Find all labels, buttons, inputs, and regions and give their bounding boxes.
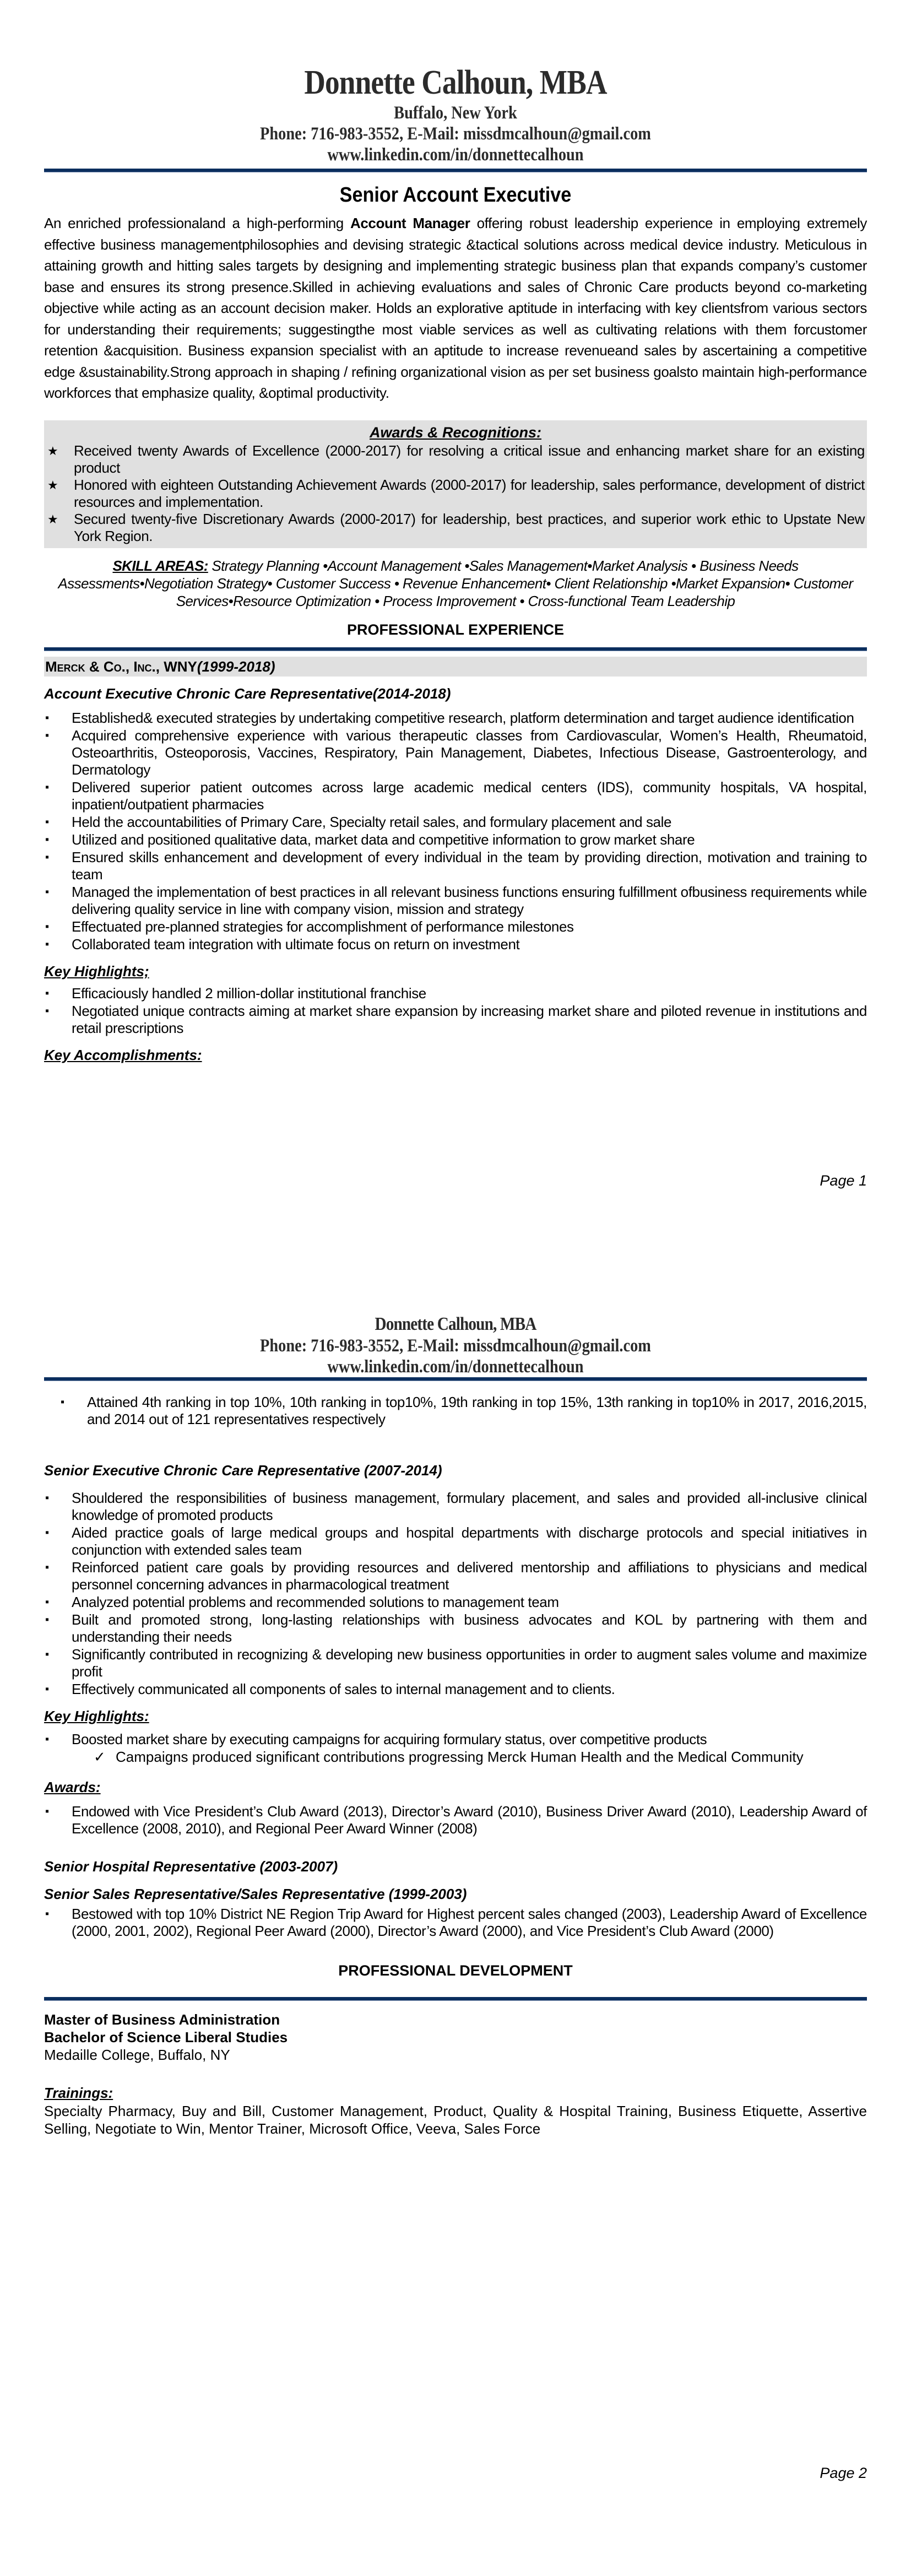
key-accomplishments-list [44, 1394, 867, 1428]
candidate-linkedin[interactable]: www.linkedin.com/in/donnettecalhoun [327, 145, 584, 165]
square-bullet-icon: ▪ [45, 1683, 49, 1695]
role-title: Senior Sales Representative/Sales Representative (1999-2003) [44, 1886, 467, 1902]
summary-bold: Account Manager [350, 215, 470, 231]
square-bullet-icon: ▪ [45, 781, 49, 793]
list-item [44, 727, 867, 778]
square-bullet-icon: ▪ [45, 920, 49, 933]
square-bullet-icon: ▪ [45, 1561, 49, 1573]
award-item [46, 442, 865, 477]
key-highlights-heading: Key Highlights: [44, 1708, 149, 1724]
summary-text-1: An enriched professionaland a high-performing [44, 215, 350, 231]
list-item-text: Campaigns produced significant contributions progressing Merck Human Health and the Medical Community [116, 1749, 804, 1765]
square-bullet-icon: ▪ [45, 711, 49, 724]
list-item [44, 1803, 867, 1837]
list-item-text: Managed the implementation of best practices in all relevant business functions ensuring fulfillment ofbusiness requirements while delivering quality service in line with company vision, mission and strategy [72, 883, 867, 917]
list-item-text: Significantly contributed in recognizing & developing new business opportunities in order to augment sales volume and maximize profit [72, 1646, 867, 1680]
square-bullet-icon: ▪ [45, 987, 49, 999]
skill-areas-list: Strategy Planning •Account Management •Sales Management•Market Analysis • Business Needs Assessments•Negotiation Strategy• Customer Success • Revenue Enhancement• Client Relationship •Market Expansion• Customer Services•Resource Optimization • Process Improvement • Cross-functional Team Leadership [58, 557, 853, 609]
section-divider [44, 647, 867, 651]
candidate-linkedin[interactable]: www.linkedin.com/in/donnettecalhoun [327, 1357, 584, 1377]
candidate-contact: Phone: 716-983-3552, E-Mail: missdmcalhoun@gmail.com [260, 1336, 651, 1356]
summary-paragraph [44, 213, 867, 404]
list-item-text: Built and promoted strong, long-lasting relationships with business advocates and KOL by partnering with them and understanding their needs [72, 1611, 867, 1645]
awards-recognitions-title: Awards & Recognitions: [369, 424, 542, 441]
square-bullet-icon: ▪ [45, 729, 49, 742]
key-highlights-list [44, 1731, 867, 1748]
awards-heading: Awards: [44, 1779, 101, 1795]
square-bullet-icon: ▪ [45, 1004, 49, 1017]
page-number: Page 1 [820, 1172, 867, 1189]
resume-header-continued [0, 1313, 911, 1377]
square-bullet-icon: ▪ [45, 1527, 49, 1539]
key-highlights-heading: Key Highlights; [44, 962, 149, 979]
list-item [59, 1394, 867, 1428]
square-bullet-icon: ▪ [45, 1648, 49, 1660]
list-item [44, 1681, 867, 1698]
section-divider [44, 1997, 867, 2001]
square-bullet-icon: ▪ [45, 1733, 49, 1745]
list-item-text: Aided practice goals of large medical groups and hospital departments with discharge protocols and special initiatives in conjunction with extended sales team [72, 1524, 867, 1558]
list-item-text: Delivered superior patient outcomes across large academic medical centers (IDS), community hospitals, VA hospital, inpatient/outpatient pharmacies [72, 778, 867, 813]
list-item-text: Reinforced patient care goals by providing resources and delivered mentorship and affiliations to physicians and medical personnel concerning advances in pharmacological treatment [72, 1559, 867, 1593]
skill-areas-label: SKILL AREAS: [112, 557, 208, 574]
list-item [44, 814, 867, 831]
awards-recognitions-box [44, 420, 867, 548]
list-item [44, 1490, 867, 1524]
degree-mba: Master of Business Administration [44, 2011, 280, 2028]
professional-experience-heading: PROFESSIONAL EXPERIENCE [346, 621, 565, 638]
award-item [46, 477, 865, 511]
page-number: Page 2 [820, 2465, 867, 2481]
company-label: Merck & Co., Inc., WNY [45, 658, 197, 675]
checkmark-icon: ✓ [94, 1749, 106, 1765]
role-title: Senior Hospital Representative (2003-2007) [44, 1858, 338, 1875]
list-item [44, 831, 867, 848]
header-divider [44, 169, 867, 172]
square-bullet-icon: ▪ [45, 1492, 49, 1504]
list-item [44, 918, 867, 935]
award-text: Received twenty Awards of Excellence (2000-2017) for resolving a critical issue and enhancing market share for an existing product [74, 442, 865, 476]
role-bullets [44, 1490, 867, 1698]
list-item [44, 779, 867, 813]
candidate-location: Buffalo, New York [394, 103, 517, 123]
company-years: (1999-2018) [197, 658, 275, 675]
degree-bs: Bachelor of Science Liberal Studies [44, 2029, 288, 2045]
square-bullet-icon: ▪ [45, 851, 49, 863]
list-item-text: Shouldered the responsibilities of business management, formulary placement, and sales and provided all-inclusive clinical knowledge of promoted products [72, 1490, 867, 1523]
school-name: Medaille College, Buffalo, NY [44, 2047, 230, 2063]
role-title: Account Executive Chronic Care Representative(2014-2018) [44, 685, 451, 702]
skill-areas [44, 557, 867, 610]
square-bullet-icon: ▪ [45, 1596, 49, 1608]
square-bullet-icon: ▪ [45, 1805, 49, 1817]
key-highlights-list [44, 985, 867, 1037]
list-item [88, 1749, 867, 1766]
list-item [44, 1731, 867, 1748]
list-item [44, 936, 867, 953]
list-item [44, 710, 867, 727]
professional-development-heading: PROFESSIONAL DEVELOPMENT [338, 1962, 573, 1979]
list-item-text: Endowed with Vice President’s Club Award (2013), Director’s Award (2010), Business Driver Award (2010), Leadership Award of Excellence (2008, 2010), and Regional Peer Award Winner (2008) [72, 1803, 867, 1837]
award-item [46, 511, 865, 545]
list-item-text: Efficaciously handled 2 million-dollar institutional franchise [72, 984, 426, 1002]
awards-list [44, 1803, 867, 1837]
list-item-text: Collaborated team integration with ultimate focus on return on investment [72, 935, 520, 953]
star-icon: ★ [47, 478, 58, 492]
square-bullet-icon: ▪ [45, 938, 49, 950]
company-name [44, 657, 867, 677]
star-icon: ★ [47, 443, 58, 458]
list-item-text: Effectively communicated all components of sales to internal management and to clients. [72, 1681, 615, 1697]
role-bullets [44, 710, 867, 953]
list-item-text: Analyzed potential problems and recommended solutions to management team [72, 1594, 559, 1610]
list-item-text: Attained 4th ranking in top 10%, 10th ranking in top10%, 19th ranking in top 15%, 13th ranking in top10% in 2017, 2016,2015, and 2014 out of 121 representatives respectively [87, 1394, 867, 1427]
list-item-text: Negotiated unique contracts aiming at market share expansion by increasing market share and piloted revenue in institutions and retail prescriptions [72, 1002, 867, 1036]
resume-header [0, 63, 911, 165]
professional-title: Senior Account Executive [339, 183, 572, 207]
list-item [44, 1611, 867, 1646]
candidate-contact: Phone: 716-983-3552, E-Mail: missdmcalhoun@gmail.com [260, 124, 651, 144]
list-item [44, 1559, 867, 1593]
key-highlights-sublist [44, 1749, 867, 1766]
award-text: Secured twenty-five Discretionary Awards (2000-2017) for leadership, best practices, and superior work ethic to Upstate New York Region. [74, 510, 865, 544]
list-item-text: Held the accountabilities of Primary Care, Specialty retail sales, and formulary placement and sale [72, 813, 672, 830]
list-item [44, 1594, 867, 1611]
award-text: Honored with eighteen Outstanding Achievement Awards (2000-2017) for leadership, sales performance, development of district resources and implementation. [74, 476, 865, 510]
star-icon: ★ [47, 512, 58, 526]
resume-page-2 [0, 1288, 911, 2576]
list-item [44, 1524, 867, 1558]
list-item [44, 884, 867, 918]
list-item-text: Ensured skills enhancement and development of every individual in the team by providing direction, motivation and training to team [72, 848, 867, 883]
square-bullet-icon: ▪ [45, 885, 49, 898]
list-item-text: Effectuated pre-planned strategies for accomplishment of performance milestones [72, 918, 574, 935]
summary-text-2: offering robust leadership experience in employing extremely effective business managementphilosophies and devising strategic &tactical solutions across medical device industry. Meticulous in attaining growth and hitting sales targets by designing and implementing strategic business plan that expands company’s customer base and ensures its strong presence.Skilled in achieving evaluations and sales of Chronic Care products beyond co-marketing objective while acting as an account decision maker. Holds an explorative aptitude in interfacing with key clientsfrom various sectors for understanding their requirements; suggestingthe most viable services as well as cultivating relations with them forcustomer retention &acquisition. Business expansion specialist with an aptitude to increase revenueand sales by ascertaining a competitive edge &sustainability.Strong approach in shaping / refining organizational vision as per set business goalsto maintain high-performance workforces that emphasize quality, &optimal productivity. [44, 215, 867, 401]
header-divider [44, 1377, 867, 1381]
role-bullets [44, 1906, 867, 1940]
candidate-name: Donnette Calhoun, MBA [375, 1314, 536, 1334]
square-bullet-icon: ▪ [45, 815, 49, 828]
list-item [44, 849, 867, 883]
list-item [44, 985, 867, 1002]
awards-list [46, 442, 865, 545]
list-item-text: Boosted market share by executing campaigns for acquiring formulary status, over competitive products [72, 1731, 707, 1747]
square-bullet-icon: ▪ [45, 833, 49, 846]
trainings-heading: Trainings: [44, 2085, 113, 2101]
list-item [44, 1646, 867, 1680]
list-item [44, 1906, 867, 1940]
square-bullet-icon: ▪ [45, 1908, 49, 1920]
key-accomplishments-heading: Key Accomplishments: [44, 1046, 202, 1063]
trainings-list: Specialty Pharmacy, Buy and Bill, Customer Management, Product, Quality & Hospital Training, Business Etiquette, Assertive Selling, Negotiate to Win, Mentor Trainer, Microsoft Office, Veeva, Sales Force [44, 2103, 867, 2137]
list-item-text: Acquired comprehensive experience with various therapeutic classes from Cardiovascular, Women’s Health, Rheumatoid, Osteoarthritis, Osteoporosis, Vaccines, Respiratory, Pain Management, Diabetes, Infectious Disease, Gastroenterology, and Dermatology [72, 727, 867, 778]
list-item-text: Established& executed strategies by undertaking competitive research, platform determination and target audience identification [72, 709, 854, 726]
candidate-name: Donnette Calhoun, MBA [304, 64, 607, 101]
role-title: Senior Executive Chronic Care Representative (2007-2014) [44, 1462, 442, 1479]
list-item-text: Bestowed with top 10% District NE Region Trip Award for Highest percent sales changed (2003), Leadership Award of Excellence (2000, 2001, 2002), Regional Peer Award (2000), Director’s Award (2000), and Vice President’s Club Award (2000) [72, 1906, 867, 1939]
square-bullet-icon: ▪ [61, 1396, 64, 1408]
list-item-text: Utilized and positioned qualitative data, market data and competitive information to grow market share [72, 831, 695, 848]
square-bullet-icon: ▪ [45, 1614, 49, 1626]
list-item [44, 1003, 867, 1037]
